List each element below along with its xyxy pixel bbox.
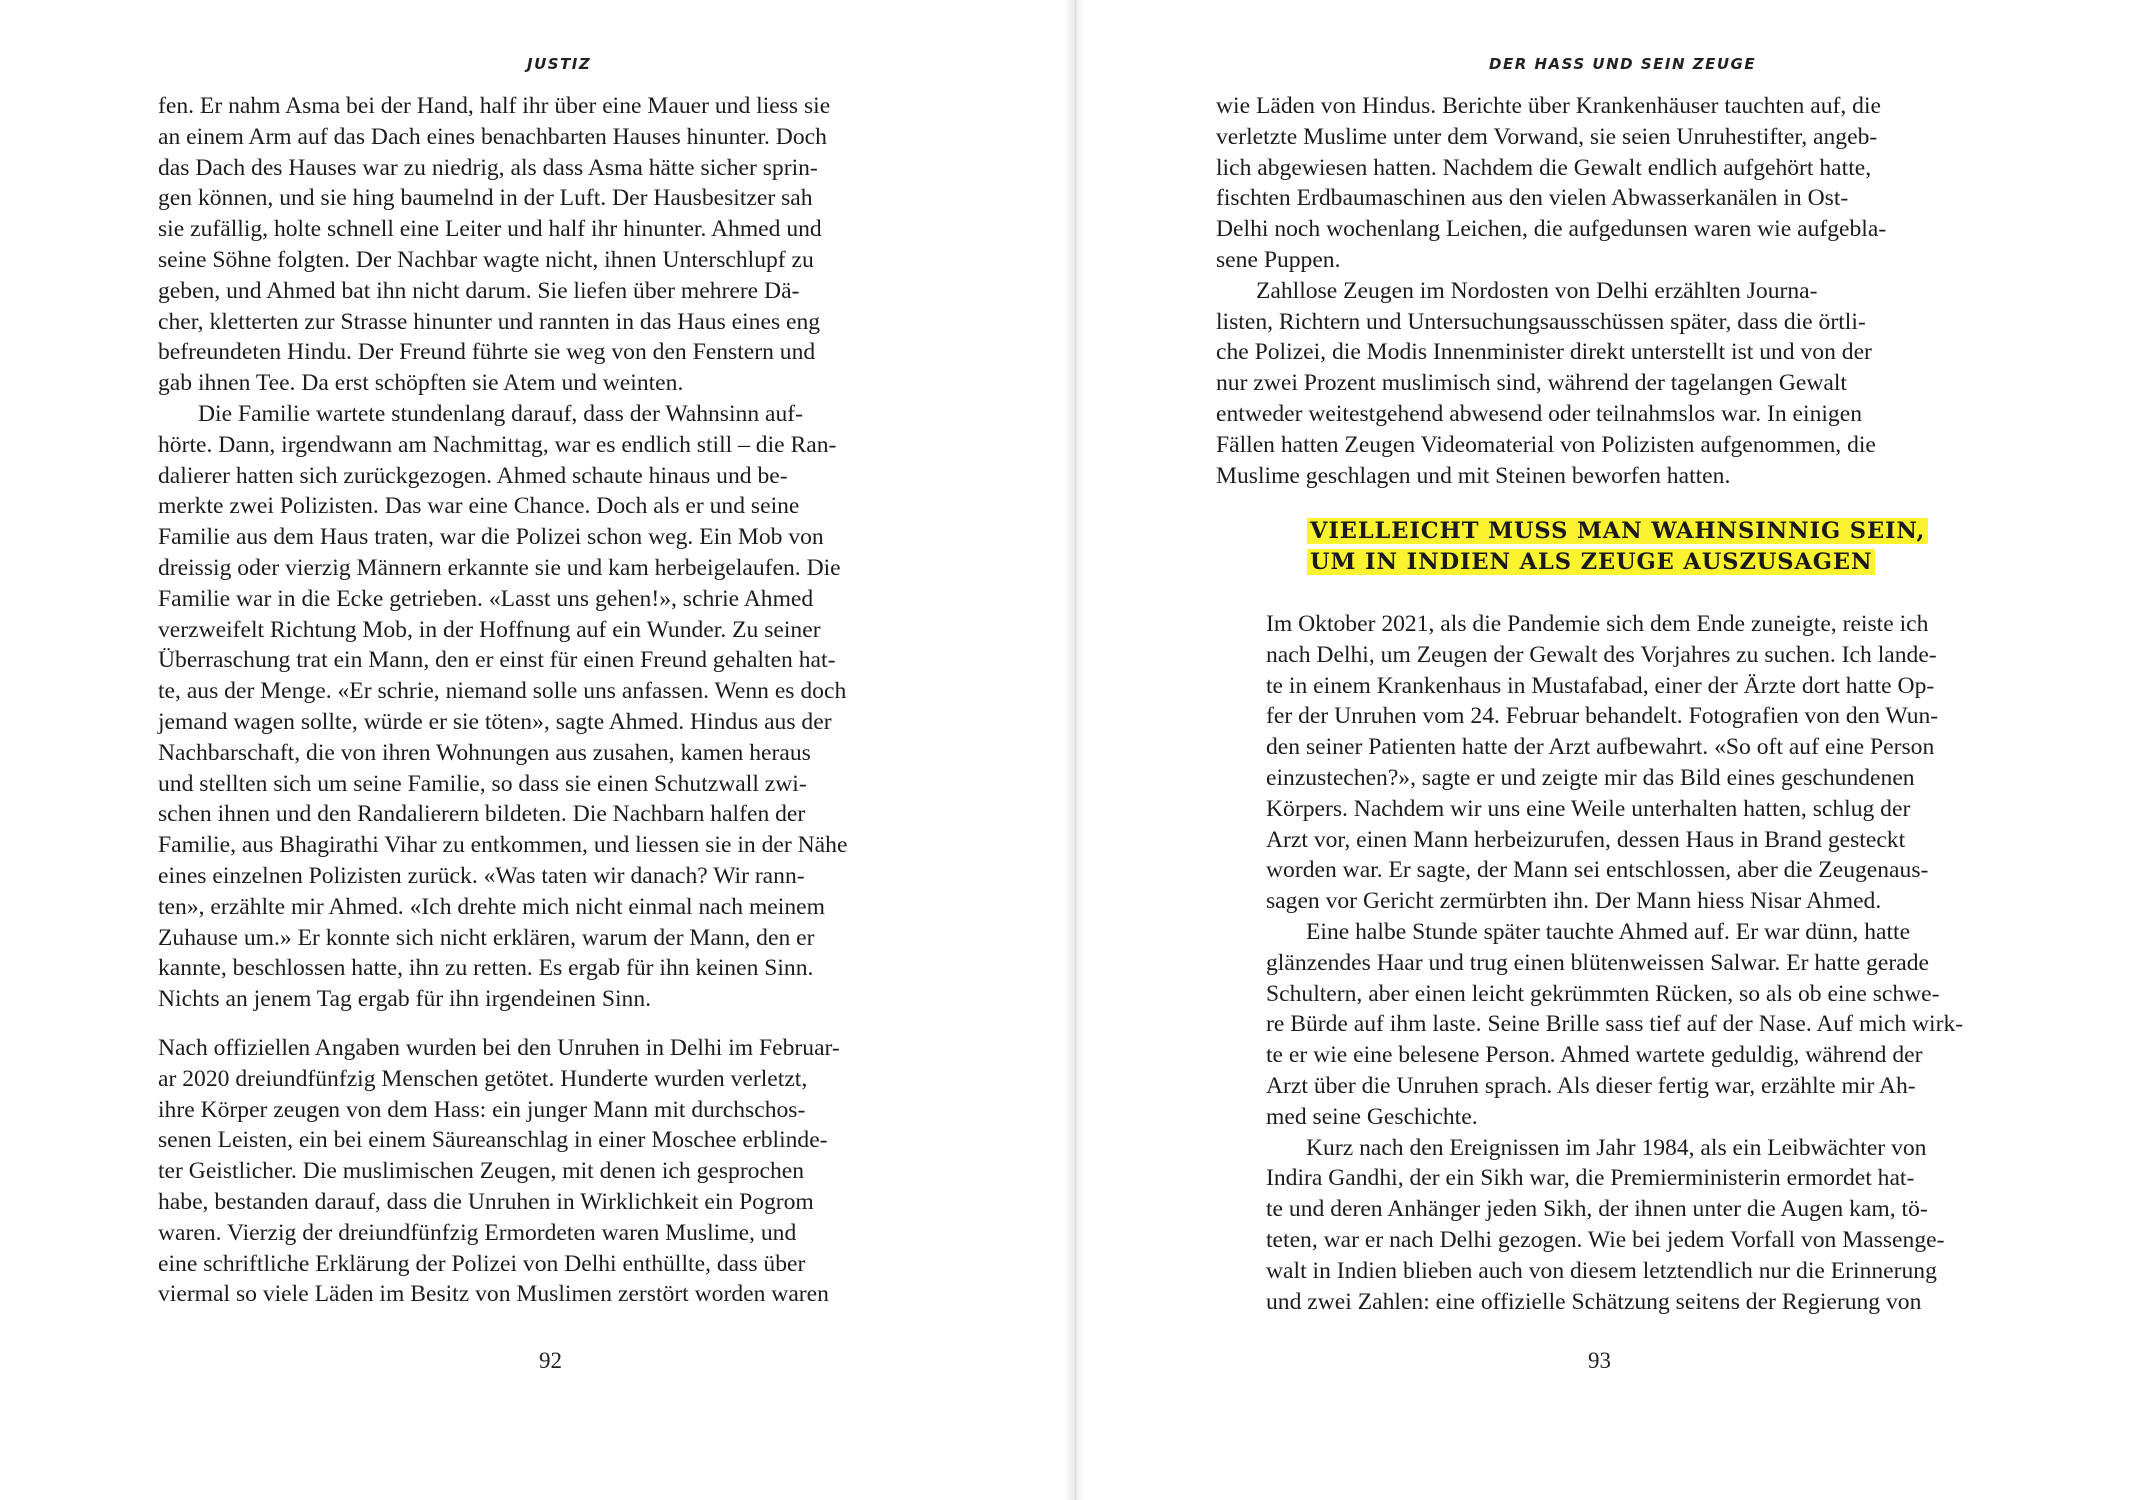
text-line: merkte zwei Polizisten. Das war eine Chance. Doch als er und seine [158,493,800,520]
page-number: 93 [1588,1348,1611,1373]
text-line: seine Söhne folgten. Der Nachbar wagte nicht, ihnen Unterschlupf zu [158,246,814,273]
text-line: nach Delhi, um Zeugen der Gewalt des Vorjahres zu suchen. Ich lande- [1266,641,1937,668]
text-line: Familie aus dem Haus traten, war die Polizei schon weg. Ein Mob von [158,524,824,551]
text-line: und zwei Zahlen: eine offizielle Schätzung seitens der Regierung von [1266,1288,1922,1315]
text-line: med seine Geschichte. [1266,1103,1478,1130]
text-line: fen. Er nahm Asma bei der Hand, half ihr über eine Mauer und liess sie [158,93,831,119]
text-line: schen ihnen und den Randalierern bildeten. Die Nachbarn halfen der [158,801,806,828]
text-line: Fällen hatten Zeugen Videomaterial von Polizisten aufgenommen, die [1216,431,1876,458]
text-line: eine schriftliche Erklärung der Polizei von Delhi enthüllte, dass über [158,1250,806,1277]
page-number: 92 [539,1348,562,1373]
text-line: cher, kletterten zur Strasse hinunter und rannten in das Haus eines eng [158,308,821,335]
text-line: worden war. Er sagte, der Mann sei entschlossen, aber die Zeugenaus- [1266,857,1929,884]
text-line: ar 2020 dreiundfünfzig Menschen getötet. Hunderte wurden verletzt, [158,1065,808,1092]
text-line: und stellten sich um seine Familie, so dass sie einen Schutzwall zwi- [158,770,807,797]
running-head: JUSTIZ [527,55,592,73]
text-line: das Dach des Hauses war zu niedrig, als dass Asma hätte sicher sprin- [158,154,818,181]
text-line: fischten Erdbaumaschinen aus den vielen Abwasserkanälen in Ost- [1216,185,1849,212]
heading-line: VIELLEICHT MUSS MAN WAHNSINNIG SEIN, [1307,516,1928,547]
text-line: lich abgewiesen hatten. Nachdem die Gewalt endlich aufgehört hatte, [1216,154,1872,181]
book-gutter [1064,0,1086,1500]
text-line: Kurz nach den Ereignissen im Jahr 1984, als ein Leibwächter von [1306,1134,1927,1161]
heading-line: UM IN INDIEN ALS ZEUGE AUSZUSAGEN [1307,547,1928,578]
text-line: senen Leisten, ein bei einem Säureanschlag in einer Moschee erblinde- [158,1127,828,1154]
text-line: sie zufällig, holte schnell eine Leiter und half ihr hinunter. Ahmed und [158,216,822,243]
section-heading [1307,516,1928,578]
text-line: Arzt über die Unruhen sprach. Als dieser fertig war, erzählte mir Ah- [1266,1072,1916,1099]
text-line: sagen vor Gericht zermürbten ihn. Der Mann hiess Nisar Ahmed. [1266,888,1882,915]
text-line: walt in Indien blieben auch von diesem letztendlich nur die Erinnerung [1266,1257,1937,1284]
text-line: Nach offiziellen Angaben wurden bei den Unruhen in Delhi im Februar- [158,1035,840,1061]
text-line: Schultern, aber einen leicht gekrümmten Rücken, so als ob eine schwe- [1266,980,1940,1007]
text-line: ihre Körper zeugen von dem Hass: ein junger Mann mit durchschos- [158,1096,806,1123]
text-line: Delhi noch wochenlang Leichen, die aufgedunsen waren wie aufgebla- [1216,216,1887,243]
text-line: Zahllose Zeugen im Nordosten von Delhi erzählten Journa- [1256,277,1818,304]
text-line: entweder weitestgehend abwesend oder teilnahmslos war. In einigen [1216,400,1862,427]
text-line: Muslime geschlagen und mit Steinen beworfen hatten. [1216,462,1731,489]
text-line: Nichts an jenem Tag ergab für ihn irgendeinen Sinn. [158,986,652,1013]
text-line: waren. Vierzig der dreiundfünfzig Ermordeten waren Muslime, und [158,1219,797,1246]
text-block [158,1033,948,1310]
right-page [1086,0,2152,1500]
text-line: hörte. Dann, irgendwann am Nachmittag, war es endlich still – die Ran- [158,431,837,458]
text-line: Arzt vor, einen Mann herbeizurufen, dessen Haus in Brand gesteckt [1266,826,1906,853]
running-head: DER HASS UND SEIN ZEUGE [1489,55,1757,73]
text-block [1266,609,2086,1317]
text-line: geben, und Ahmed bat ihn nicht darum. Sie liefen über mehrere Dä- [158,277,800,304]
text-line: ten», erzählte mir Ahmed. «Ich drehte mich nicht einmal nach meinem [158,893,825,920]
text-line: ter Geistlicher. Die muslimischen Zeugen, mit denen ich gesprochen [158,1158,805,1185]
text-line: einzustechen?», sagte er und zeigte mir das Bild eines geschundenen [1266,764,1915,791]
text-line: Überraschung trat ein Mann, den er einst für einen Freund gehalten hat- [158,647,836,674]
text-line: Eine halbe Stunde später tauchte Ahmed auf. Er war dünn, hatte [1306,918,1911,945]
text-line: Die Familie wartete stundenlang darauf, dass der Wahnsinn auf- [198,400,804,427]
text-line: befreundeten Hindu. Der Freund führte sie weg von den Fenstern und [158,339,816,366]
text-block [1216,91,2006,491]
text-line: jemand wagen sollte, würde er sie töten», sagte Ahmed. Hindus aus der [158,708,832,735]
text-line: dreissig oder vierzig Männern erkannte sie und kam herbeigelaufen. Die [158,554,841,581]
text-line: gab ihnen Tee. Da erst schöpften sie Atem und weinten. [158,370,684,397]
text-line: teten, war er nach Delhi gezogen. Wie bei jedem Vorfall von Massenge- [1266,1226,1945,1253]
text-line: te in einem Krankenhaus in Mustafabad, einer der Ärzte dort hatte Op- [1266,672,1935,699]
text-line: dalierer hatten sich zurückgezogen. Ahmed schaute hinaus und be- [158,462,788,489]
text-line: nur zwei Prozent muslimisch sind, während der tagelangen Gewalt [1216,370,1847,397]
text-line: Indira Gandhi, der ein Sikh war, die Premierministerin ermordet hat- [1266,1165,1915,1192]
text-line: re Bürde auf ihm laste. Seine Brille sass tief auf der Nase. Auf mich wirk- [1266,1011,1964,1038]
text-line: eines einzelnen Polizisten zurück. «Was taten wir danach? Wir rann- [158,862,805,889]
text-line: Familie, aus Bhagirathi Vihar zu entkommen, und liessen sie in der Nähe [158,832,848,859]
text-line: che Polizei, die Modis Innenminister direkt unterstellt ist und von der [1216,339,1872,366]
text-line: verzweifelt Richtung Mob, in der Hoffnung auf ein Wunder. Zu seiner [158,616,821,643]
text-block [158,91,948,1015]
text-line: te und deren Anhänger jeden Sikh, der ihnen unter die Augen kam, tö- [1266,1196,1928,1223]
left-page [0,0,1064,1500]
text-line: sene Puppen. [1216,246,1341,273]
text-line: den seiner Patienten hatte der Arzt aufbewahrt. «So oft auf eine Person [1266,734,1935,761]
text-line: an einem Arm auf das Dach eines benachbarten Hauses hinunter. Doch [158,123,827,150]
text-line: fer der Unruhen vom 24. Februar behandelt. Fotografien von den Wun- [1266,703,1939,730]
text-line: listen, Richtern und Untersuchungsausschüssen später, dass die örtli- [1216,308,1866,335]
text-line: glänzendes Haar und trug einen blütenweissen Salwar. Er hatte gerade [1266,949,1929,976]
text-line: te er wie eine belesene Person. Ahmed wartete geduldig, während der [1266,1042,1923,1069]
text-line: gen können, und sie hing baumelnd in der Luft. Der Hausbesitzer sah [158,185,813,212]
text-line: viermal so viele Läden im Besitz von Muslimen zerstört worden waren [158,1281,829,1308]
text-line: te, aus der Menge. «Er schrie, niemand solle uns anfassen. Wenn es doch [158,678,847,705]
text-line: habe, bestanden darauf, dass die Unruhen in Wirklichkeit ein Pogrom [158,1188,814,1215]
text-line: Im Oktober 2021, als die Pandemie sich dem Ende zuneigte, reiste ich [1266,611,1929,637]
text-line: Körpers. Nachdem wir uns eine Weile unterhalten hatten, schlug der [1266,795,1911,822]
text-line: Familie war in die Ecke getrieben. «Lasst uns gehen!», schrie Ahmed [158,585,814,612]
text-line: Zuhause um.» Er konnte sich nicht erklären, warum der Mann, den er [158,924,815,951]
text-line: Nachbarschaft, die von ihren Wohnungen aus zusahen, kamen heraus [158,739,811,766]
text-line: verletzte Muslime unter dem Vorwand, sie seien Unruhestifter, angeb- [1216,123,1878,150]
text-line: kannte, beschlossen hatte, ihn zu retten. Es ergab für ihn keinen Sinn. [158,955,814,982]
text-line: wie Läden von Hindus. Berichte über Krankenhäuser tauchten auf, die [1216,93,1881,119]
